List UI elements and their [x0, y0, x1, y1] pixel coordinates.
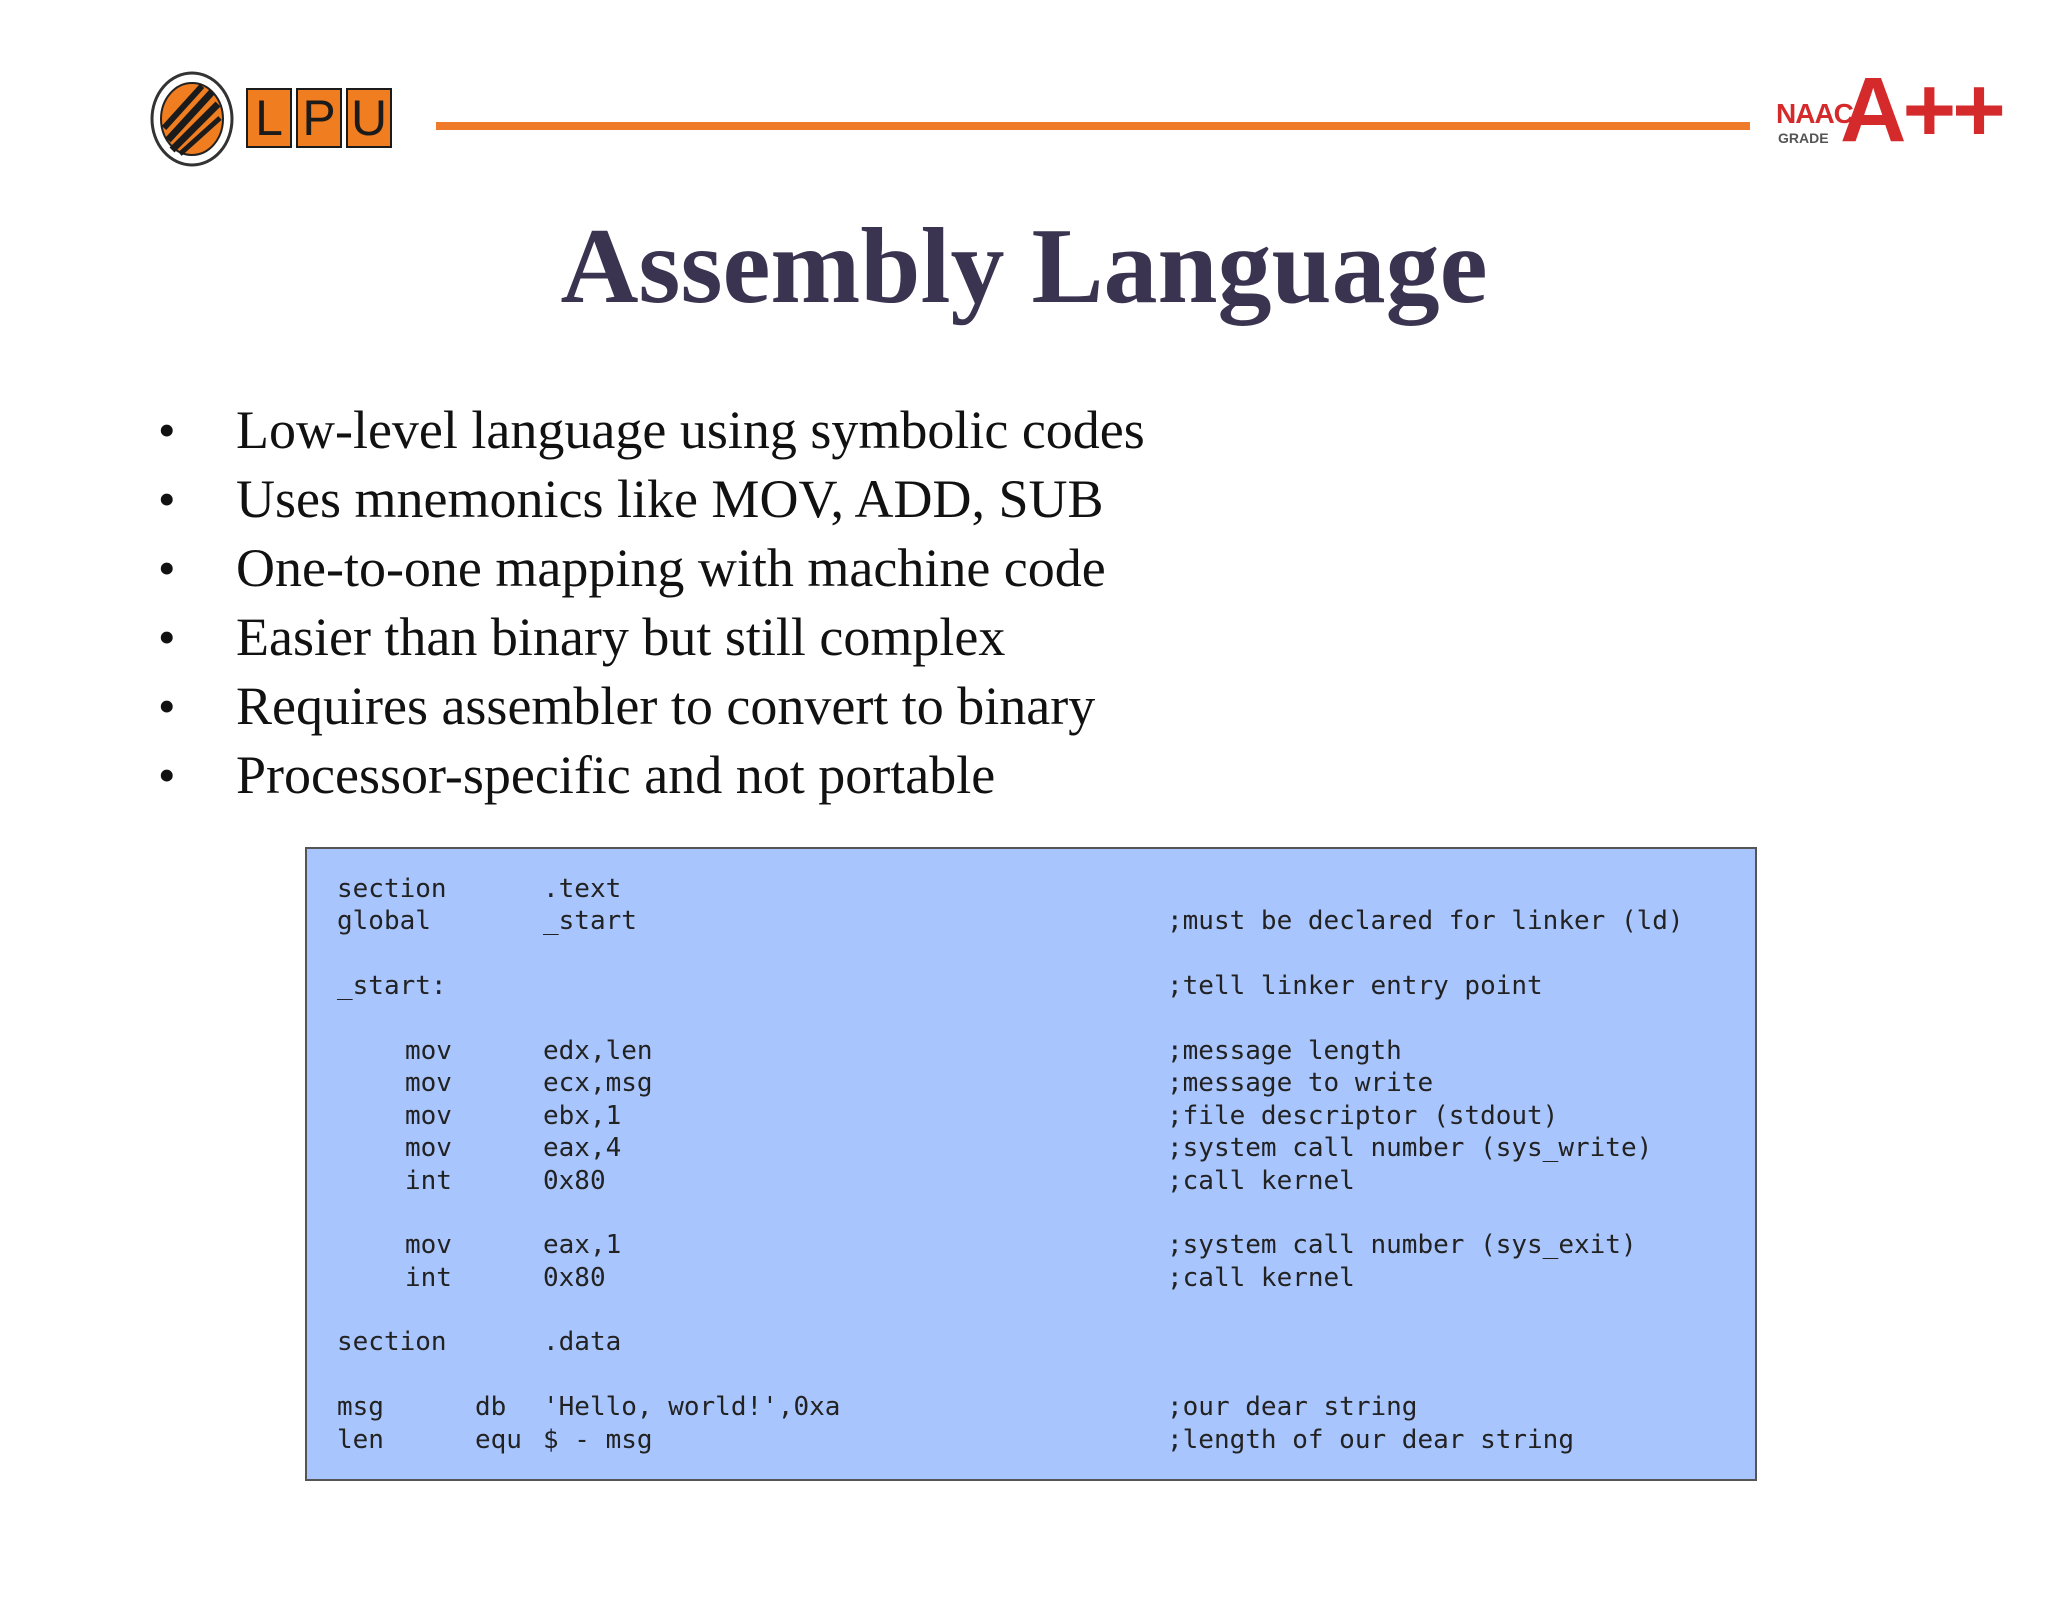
code-mnemonic: db: [475, 1392, 507, 1423]
code-comment: ;system call number (sys_exit): [1167, 1230, 1637, 1261]
code-line: [337, 1262, 1737, 1294]
code-operand: ecx,msg: [543, 1068, 653, 1099]
code-line: [337, 1067, 1737, 1099]
bullet-item: • Requires assembler to convert to binary: [150, 672, 1145, 741]
code-blank-line: [337, 1003, 1737, 1035]
naac-label: NAAC: [1776, 98, 1853, 129]
code-label: _start:: [337, 971, 447, 1002]
code-line: [337, 873, 1737, 905]
code-mnemonic: mov: [405, 1068, 452, 1099]
bullet-item: • Low-level language using symbolic codes: [150, 396, 1145, 465]
code-comment: ;call kernel: [1167, 1262, 1355, 1293]
code-line: [337, 1391, 1737, 1423]
code-operand: .text: [543, 874, 622, 904]
grade-label: GRADE: [1778, 130, 1829, 146]
code-operand: eax,4: [543, 1133, 622, 1164]
code-line: [337, 1100, 1737, 1132]
code-blank-line: [337, 1359, 1737, 1391]
code-comment: ;our dear string: [1167, 1392, 1418, 1423]
code-label: global: [337, 906, 431, 937]
grade-value: A++: [1840, 59, 2002, 161]
header-divider: [436, 122, 1750, 130]
code-label: section: [337, 1327, 447, 1358]
code-mnemonic: mov: [405, 1230, 452, 1261]
lpu-seal-logo: [150, 70, 234, 168]
code-mnemonic: mov: [405, 1100, 452, 1131]
assembly-code: [337, 873, 1737, 1456]
code-mnemonic: equ: [475, 1424, 522, 1455]
bullet-list: [150, 396, 1145, 810]
code-mnemonic: mov: [405, 1133, 452, 1164]
code-comment: ;message to write: [1167, 1068, 1434, 1099]
code-label: msg: [337, 1392, 384, 1423]
code-label: len: [337, 1424, 384, 1455]
logo-letter-p: P: [296, 88, 342, 148]
code-operand: 'Hello, world!',0xa: [543, 1392, 841, 1423]
code-comment: ;file descriptor (stdout): [1167, 1100, 1559, 1131]
bullet-item: • One-to-one mapping with machine code: [150, 534, 1145, 603]
code-operand: eax,1: [543, 1230, 622, 1261]
code-operand: $ - msg: [543, 1424, 653, 1455]
logo-letter-u: U: [346, 88, 392, 148]
code-mnemonic: int: [405, 1165, 452, 1196]
lpu-wordmark: [246, 88, 392, 148]
code-line: [337, 1132, 1737, 1164]
code-mnemonic: mov: [405, 1035, 452, 1066]
code-comment: ;message length: [1167, 1035, 1402, 1066]
bullet-item: • Uses mnemonics like MOV, ADD, SUB: [150, 465, 1145, 534]
code-line: [337, 905, 1737, 937]
code-comment: ;length of our dear string: [1167, 1424, 1574, 1455]
code-comment: ;tell linker entry point: [1167, 971, 1543, 1002]
code-mnemonic: int: [405, 1262, 452, 1293]
code-comment: ;must be declared for linker (ld): [1167, 906, 1684, 937]
code-operand: .data: [543, 1327, 622, 1358]
code-sample-box: [305, 847, 1757, 1481]
logo-letter-l: L: [246, 88, 292, 148]
slide-title: Assembly Language: [560, 207, 1488, 326]
bullet-item: • Processor-specific and not portable: [150, 741, 1145, 810]
code-blank-line: [337, 1197, 1737, 1229]
code-line: [337, 1424, 1737, 1456]
code-operand: ebx,1: [543, 1100, 622, 1131]
code-line: [337, 1165, 1737, 1197]
code-operand: edx,len: [543, 1035, 653, 1066]
code-comment: ;call kernel: [1167, 1165, 1355, 1196]
code-line: [337, 1035, 1737, 1067]
code-label: section: [337, 874, 447, 904]
code-line: [337, 1229, 1737, 1261]
code-line: [337, 1326, 1737, 1358]
code-operand: 0x80: [543, 1165, 606, 1196]
code-comment: ;system call number (sys_write): [1167, 1133, 1653, 1164]
code-blank-line: [337, 938, 1737, 970]
code-line: [337, 970, 1737, 1002]
code-blank-line: [337, 1294, 1737, 1326]
bullet-item: • Easier than binary but still complex: [150, 603, 1145, 672]
code-operand: 0x80: [543, 1262, 606, 1293]
code-operand: _start: [543, 906, 637, 937]
